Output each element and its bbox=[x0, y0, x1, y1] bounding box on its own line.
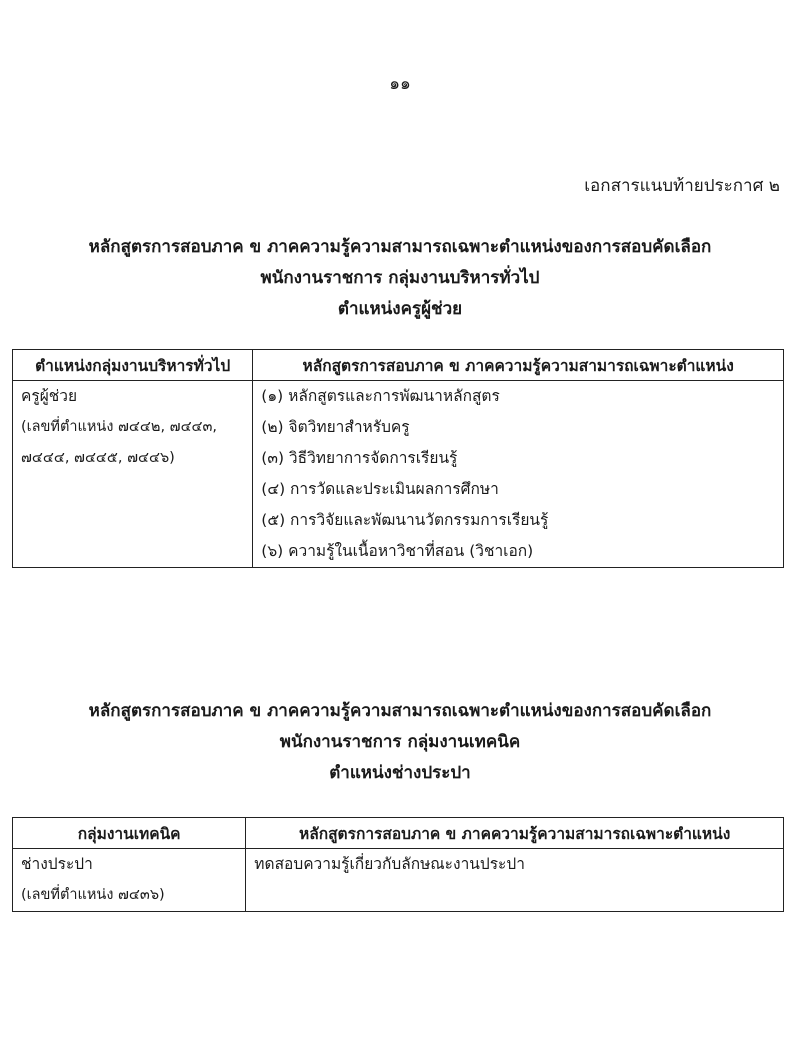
position-number-line: ๗๔๔๔, ๗๔๔๕, ๗๔๔๖) bbox=[21, 450, 175, 466]
table-header-row bbox=[13, 818, 784, 849]
subjects-cell bbox=[246, 849, 784, 912]
section1-heading bbox=[0, 232, 800, 325]
table-row bbox=[13, 849, 784, 912]
section2-heading-line: หลักสูตรการสอบภาค ข ภาคความรู้ความสามารถเฉพาะตำแหน่งของการสอบคัดเลือก bbox=[88, 701, 712, 721]
section2-heading-line: พนักงานราชการ กลุ่มงานเทคนิค bbox=[279, 732, 521, 752]
subject-item: (๖) ความรู้ในเนื้อหาวิชาที่สอน (วิชาเอก) bbox=[261, 542, 534, 560]
section2-heading bbox=[0, 696, 800, 789]
subject-item: ทดสอบความรู้เกี่ยวกับลักษณะงานประปา bbox=[254, 855, 525, 873]
position-name: ครูผู้ช่วย bbox=[21, 387, 78, 405]
subject-item: (๑) หลักสูตรและการพัฒนาหลักสูตร bbox=[261, 387, 500, 405]
table-header-row bbox=[13, 350, 784, 381]
position-number-line: (เลขที่ตำแหน่ง ๗๔๔๒, ๗๔๔๓, bbox=[21, 419, 218, 435]
section1-heading-line: หลักสูตรการสอบภาค ข ภาคความรู้ความสามารถเฉพาะตำแหน่งของการสอบคัดเลือก bbox=[88, 237, 712, 257]
subject-item: (๓) วิธีวิทยาการจัดการเรียนรู้ bbox=[261, 449, 458, 467]
subject-item: (๒) จิตวิทยาสำหรับครู bbox=[261, 418, 410, 436]
page-number: ๑๑ bbox=[389, 74, 411, 94]
position-cell bbox=[13, 381, 253, 568]
subject-item: (๔) การวัดและประเมินผลการศึกษา bbox=[261, 480, 499, 498]
subject-item: (๕) การวิจัยและพัฒนานวัตกรรมการเรียนรู้ bbox=[261, 511, 549, 529]
position-number-line: (เลขที่ตำแหน่ง ๗๔๓๖) bbox=[21, 887, 165, 903]
position-column-header: ตำแหน่งกลุ่มงานบริหารทั่วไป bbox=[13, 350, 253, 381]
section1-syllabus-table bbox=[12, 349, 784, 568]
section2-heading-line: ตำแหน่งช่างประปา bbox=[329, 763, 471, 783]
section1-heading-line: ตำแหน่งครูผู้ช่วย bbox=[337, 299, 463, 319]
syllabus-column-header: หลักสูตรการสอบภาค ข ภาคความรู้ความสามารถเฉพาะตำแหน่ง bbox=[253, 350, 784, 381]
section2-syllabus-table bbox=[12, 817, 784, 912]
attachment-label: เอกสารแนบท้ายประกาศ ๒ bbox=[584, 176, 780, 196]
table-row bbox=[13, 381, 784, 568]
subjects-cell bbox=[253, 381, 784, 568]
position-column-header: กลุ่มงานเทคนิค bbox=[13, 818, 246, 849]
position-name: ช่างประปา bbox=[21, 855, 93, 873]
section1-heading-line: พนักงานราชการ กลุ่มงานบริหารทั่วไป bbox=[260, 268, 540, 288]
position-cell bbox=[13, 849, 246, 912]
syllabus-column-header: หลักสูตรการสอบภาค ข ภาคความรู้ความสามารถเฉพาะตำแหน่ง bbox=[246, 818, 784, 849]
